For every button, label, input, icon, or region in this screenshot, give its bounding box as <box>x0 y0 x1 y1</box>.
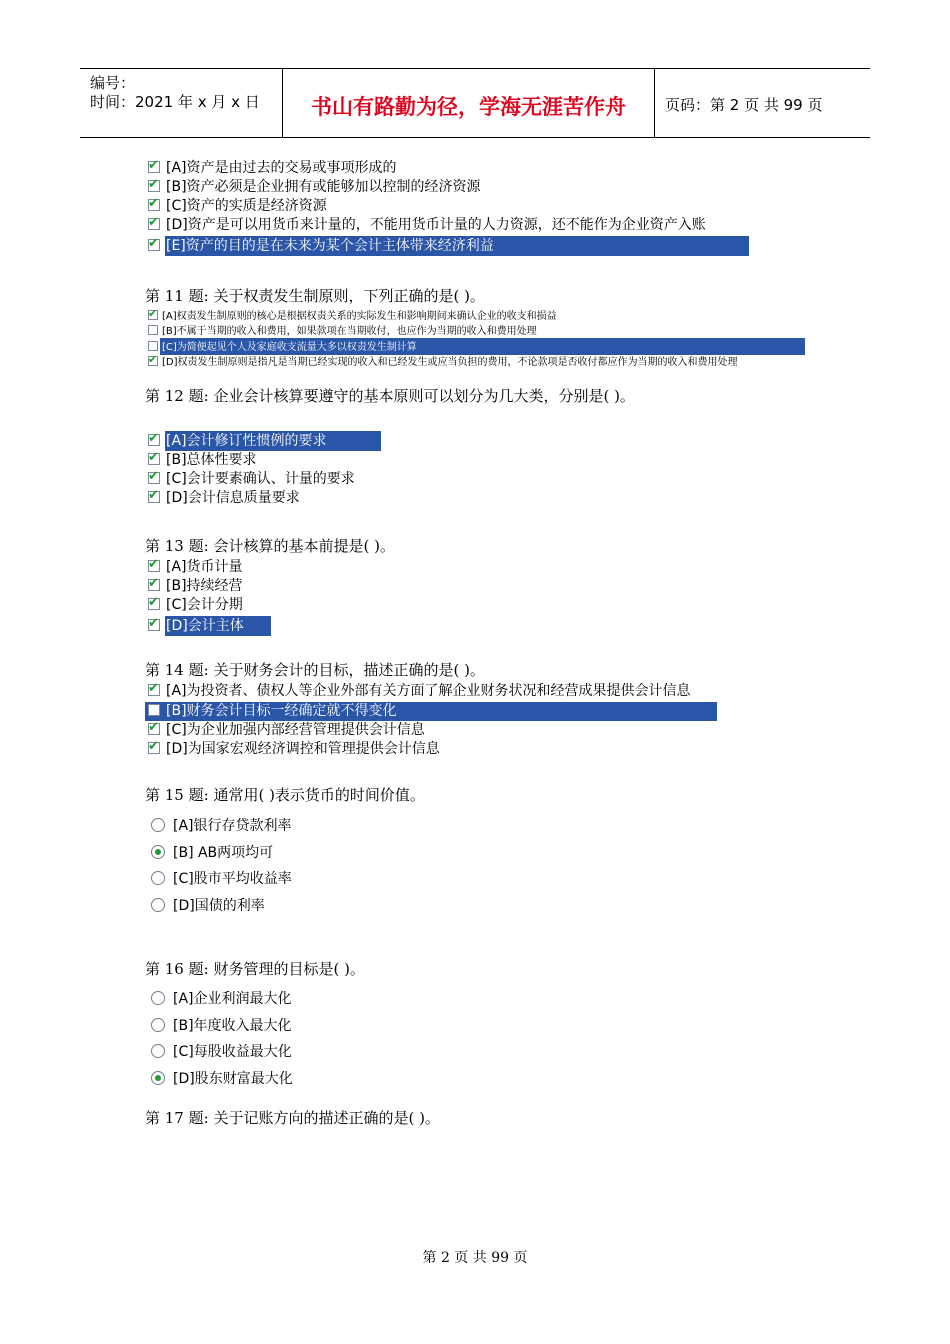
radio-unselected-icon[interactable] <box>151 898 165 912</box>
option-label: [D]股东财富最大化 <box>173 1071 293 1087</box>
q12-option-d[interactable] <box>148 487 300 507</box>
q14-option-d[interactable] <box>148 738 440 758</box>
document-number-label: 编号： <box>90 74 136 92</box>
q11-option-d[interactable] <box>148 353 738 368</box>
option-label: [C]为企业加强内部经营管理提供会计信息 <box>166 722 425 738</box>
checkbox-unchecked-icon[interactable] <box>148 325 158 335</box>
page-header <box>80 68 870 138</box>
checkbox-unchecked-icon[interactable] <box>148 704 160 716</box>
option-label: [A]权责发生制原则的核心是根据权责关系的实际发生和影响期间来确认企业的收支和损益 <box>162 311 557 322</box>
question-16-title: 第 16 题: 财务管理的目标是( )。 <box>145 960 365 978</box>
q12-option-a[interactable] <box>148 430 327 450</box>
question-12-title: 第 12 题: 企业会计核算要遵守的基本原则可以划分为几大类，分别是( )。 <box>145 387 635 405</box>
checkbox-checked-icon[interactable] <box>148 239 160 251</box>
question-13-title: 第 13 题: 会计核算的基本前提是( )。 <box>145 537 395 555</box>
checkbox-checked-icon[interactable] <box>148 180 160 192</box>
document-time-label: 时间：2021 年 x 月 x 日 <box>90 93 260 111</box>
option-label: [D]国债的利率 <box>173 898 265 914</box>
q11-option-c[interactable] <box>148 338 417 353</box>
question-11-title: 第 11 题: 关于权责发生制原则，下列正确的是( )。 <box>145 287 485 305</box>
checkbox-checked-icon[interactable] <box>148 598 160 610</box>
checkbox-checked-icon[interactable] <box>148 723 160 735</box>
option-label: [C]为简便起见个人及家庭收支流量大多以权责发生制计算 <box>162 342 417 353</box>
option-label: [D]会计主体 <box>166 618 244 634</box>
checkbox-checked-icon[interactable] <box>148 434 160 446</box>
checkbox-checked-icon[interactable] <box>148 684 160 696</box>
option-label: [D]会计信息质量要求 <box>166 490 300 506</box>
checkbox-checked-icon[interactable] <box>148 199 160 211</box>
option-label: [B]年度收入最大化 <box>173 1018 292 1034</box>
option-label: [B]不属于当期的收入和费用，如果款项在当期收付，也应作为当期的收入和费用处理 <box>162 326 537 337</box>
q15-option-d[interactable] <box>151 895 265 915</box>
option-label: [B] AB两项均可 <box>173 845 274 861</box>
q12-option-b[interactable] <box>148 449 257 469</box>
option-label: [A]企业利润最大化 <box>173 991 292 1007</box>
radio-selected-icon[interactable] <box>151 1071 165 1085</box>
q15-option-c[interactable] <box>151 868 292 888</box>
q10-option-d[interactable] <box>148 214 706 234</box>
checkbox-checked-icon[interactable] <box>148 560 160 572</box>
checkbox-checked-icon[interactable] <box>148 491 160 503</box>
q11-option-b[interactable] <box>148 322 537 337</box>
checkbox-checked-icon[interactable] <box>148 356 158 366</box>
option-label: [A]会计修订性惯例的要求 <box>166 433 327 449</box>
checkbox-checked-icon[interactable] <box>148 619 160 631</box>
option-label: [A]资产是由过去的交易或事项形成的 <box>166 160 397 176</box>
radio-unselected-icon[interactable] <box>151 1044 165 1058</box>
checkbox-checked-icon[interactable] <box>148 579 160 591</box>
q15-option-b[interactable] <box>151 842 273 862</box>
radio-unselected-icon[interactable] <box>151 871 165 885</box>
option-label: [B]总体性要求 <box>166 452 257 468</box>
option-label: [C]股市平均收益率 <box>173 871 292 887</box>
q13-option-b[interactable] <box>148 575 243 595</box>
q10-option-c[interactable] <box>148 195 327 215</box>
option-label: [C]会计要素确认、计量的要求 <box>166 471 355 487</box>
question-14-title: 第 14 题: 关于财务会计的目标，描述正确的是( )。 <box>145 661 485 679</box>
radio-unselected-icon[interactable] <box>151 991 165 1005</box>
q11-option-a[interactable] <box>148 307 557 322</box>
option-label: [D]资产是可以用货币来计量的，不能用货币计量的人力资源，还不能作为企业资产入账 <box>166 217 706 233</box>
question-15-title: 第 15 题: 通常用( )表示货币的时间价值。 <box>145 786 425 804</box>
option-label: [C]资产的实质是经济资源 <box>166 198 327 214</box>
header-page-cell <box>655 69 870 137</box>
checkbox-checked-icon[interactable] <box>148 742 160 754</box>
q14-option-b[interactable] <box>148 700 397 720</box>
q10-option-e[interactable] <box>148 235 494 255</box>
q15-option-a[interactable] <box>151 815 292 835</box>
question-17-title: 第 17 题: 关于记账方向的描述正确的是( )。 <box>145 1109 440 1127</box>
option-label: [A]货币计量 <box>166 559 243 575</box>
option-label: [C]每股收益最大化 <box>173 1044 292 1060</box>
option-label: [A]为投资者、债权人等企业外部有关方面了解企业财务状况和经营成果提供会计信息 <box>166 683 691 699</box>
radio-unselected-icon[interactable] <box>151 1018 165 1032</box>
q16-option-c[interactable] <box>151 1041 292 1061</box>
q13-option-d[interactable] <box>148 615 244 635</box>
option-label: [A]银行存贷款利率 <box>173 818 292 834</box>
checkbox-checked-icon[interactable] <box>148 310 158 320</box>
checkbox-unchecked-icon[interactable] <box>148 341 158 351</box>
checkbox-checked-icon[interactable] <box>148 218 160 230</box>
page-footer: 第 2 页 共 99 页 <box>422 1250 528 1266</box>
option-label: [E]资产的目的是在未来为某个会计主体带来经济利益 <box>166 238 494 254</box>
option-label: [C]会计分期 <box>166 597 243 613</box>
checkbox-checked-icon[interactable] <box>148 453 160 465</box>
q13-option-c[interactable] <box>148 594 243 614</box>
q16-option-b[interactable] <box>151 1015 292 1035</box>
q12-option-c[interactable] <box>148 468 355 488</box>
radio-unselected-icon[interactable] <box>151 818 165 832</box>
radio-selected-icon[interactable] <box>151 845 165 859</box>
header-motto-cell <box>283 69 655 137</box>
q14-option-c[interactable] <box>148 719 425 739</box>
q10-option-a[interactable] <box>148 157 397 177</box>
checkbox-checked-icon[interactable] <box>148 161 160 173</box>
q16-option-a[interactable] <box>151 988 292 1008</box>
header-info-cell <box>80 69 283 137</box>
checkbox-checked-icon[interactable] <box>148 472 160 484</box>
header-page-number: 页码：第 2 页 共 99 页 <box>665 96 823 114</box>
option-label: [B]资产必须是企业拥有或能够加以控制的经济资源 <box>166 179 481 195</box>
header-motto: 书山有路勤为径，学海无涯苦作舟 <box>311 95 626 119</box>
q14-option-a[interactable] <box>148 680 691 700</box>
option-label: [B]持续经营 <box>166 578 243 594</box>
option-label: [D]权责发生制原则是指凡是当期已经实现的收入和已经发生或应当负担的费用，不论款项是否收付都应作为当期的收入和费用处理 <box>162 357 738 368</box>
q13-option-a[interactable] <box>148 556 243 576</box>
q16-option-d[interactable] <box>151 1068 293 1088</box>
q10-option-b[interactable] <box>148 176 481 196</box>
option-label: [B]财务会计目标一经确定就不得变化 <box>166 703 397 719</box>
option-label: [D]为国家宏观经济调控和管理提供会计信息 <box>166 741 440 757</box>
